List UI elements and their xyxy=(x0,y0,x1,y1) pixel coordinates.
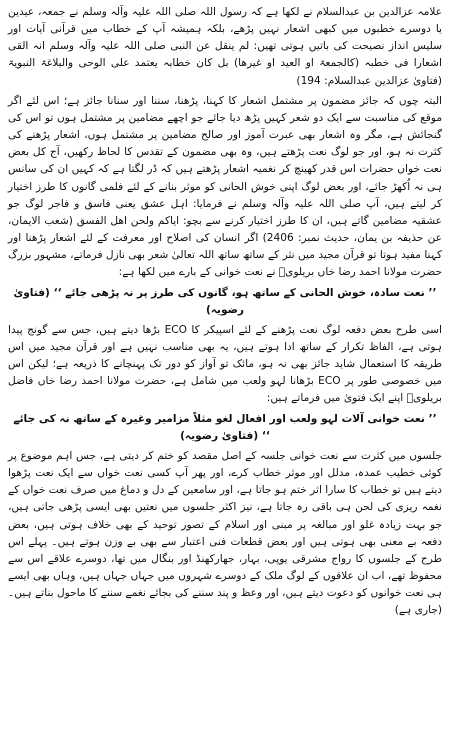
quote-fatawa-2: ’’ نعت خوانی آلات لہو ولعب اور افعال لغو مثلاً مزامیر وغیرہ کے ساتھ نہ کی جائے ‘‘ (فتاویٰ رضویہ) xyxy=(13,412,437,442)
quote-fatawa-1: ’’ نعت سادہ، خوش الحانی کے ساتھ ہو، گانوں کی طرز پر نہ پڑھی جائے ‘‘ (فتاویٰ رضویہ) xyxy=(13,286,437,316)
article-paragraph: جلسوں میں کثرت سے نعت خوانی جلسہ کے اصل مقصد کو ختم کر دیتی ہے، جس اہم موضوع پر کوئی خطیب عمدہ، مدلل اور موثر خطاب کرے، اور پھر آپ کسی نعت خواں سے ایک نعت پڑھوا دیتے ہیں تو خطاب کا سارا اثر ختم ہو جاتا ہے، اور سامعین کے دل و دماغ میں صرف نعت خواں کے نغمہ ریزی کی لحن ہی باقی رہ جاتا ہے، نیز اکثر جلسوں میں نعتیں بھی ایسی پڑھی جاتی ہیں، جو بہت زیادہ غلو اور مبالغہ پر مبنی اور اسلام کے تصور توحید کے بھی خلاف ہوتی ہیں، بعض دفعہ بے معنی بھی ہوتی ہیں اور بعض قطعات فنی اعتبار سے بھی بے وزن ہوتے ہیں۔ پہلے اس طرح کے جلسوں کا رواج مشرقی یوپی، بہار، جھارکھنڈ اور بنگال میں تھا، دوسرے علاقے اس سے محفوظ تھے، اب ان علاقوں کے لوگ ملک کے دوسرے شہروں میں جہاں جہاں ہیں، وہاں بھی ایسے ہی نعت خوانوں کو دعوت دیتے ہیں، اور وعظ و پند سننے کی بجائے نغمے سننے کا ماحول بناتے ہیں۔ (جاری ہے) xyxy=(8,449,442,617)
article-paragraph: اسی طرح بعض دفعہ لوگ نعت پڑھنے کے لئے اسپیکر کا ECO بڑھا دیتے ہیں، جس سے گونج پیدا ہوتی ہے، الفاظ تکرار کے ساتھ ادا ہوتے ہیں، یہ بھی مناسب نہیں ہے اور قرآن مجید میں اس طریقہ کا استعمال شاید جائز بھی نہ ہو، مائک تو آواز کو دور تک پہنچانے کا ذریعہ ہے؛ لیکن اس میں خصوصی طور پر ECO بڑھانا لہو ولعب میں شامل ہے، حضرت مولانا احمد رضا خاں فاضل بریلویؒ اپنے ایک فتویٰ میں فرماتے ہیں: xyxy=(8,323,442,405)
article-paragraph: البتہ چوں کہ جائز مضمون پر مشتمل اشعار کا کہنا، پڑھنا، سننا اور سنانا جائز ہے؛ اس لئے اگر موقع کی مناسبت سے ایک دو شعر کہیں پڑھ دیا جائے جو اچھے مضامین پر مشتمل ہوں تو اس کی گنجائش ہے، مگر وہ اشعار بھی عبرت آموز اور صالح مضامین پر مشتمل ہوں، اشعار پڑھنے کی کثرت نہ ہو، اور جو لوگ نعت پڑھتے ہیں، وہ بھی مضمون کے تقدس کا لحاظ رکھیں، آج کل بعض نعت خواں حضرات اس قدر کھینچ کر نغمیہ اشعار پڑھتے ہیں کہ ڈر لگتا ہے کہ کہیں ان کی سانس ہی نہ اُکھڑ جائے، اور بعض لوگ اپنی خوش الحانی کو موثر بنانے کے لئے فلمی گانوں کا طرز اختیار کر لیتے ہیں، آپ صلی اللہ علیہ وآلہ وسلم نے فرمایا: اہل عشق یعنی فاسق و فاجر لوگ جو عشقیہ مضامین گاتے ہیں، ان کا طرز اختیار کرنے سے بچو: ایاکم ولحن اھل الفسق (شعب الایمان، عن حذیفہ بن یمان، حدیث نمبر: 2406) اگر انسان کی اصلاح اور معرفت کے لئے اشعار پڑھنا اور کہنا مفید ہوتا تو قرآن مجید میں نثر کے ساتھ ساتھ اللہ تعالیٰ شعر بھی نازل فرماتے، مشہور بزرگ حضرت مولانا احمد رضا خاں بریلویؒ نے نعت خوانی کے بارے میں لکھا ہے: xyxy=(8,94,442,279)
article-paragraph: علامہ عزالدین بن عبدالسلام نے لکھا ہے کہ رسول اللہ صلی اللہ علیہ وآلہ وسلم نے جمعہ، عیدین یا دوسرے خطبوں میں کبھی اشعار نہیں پڑھے، بلکہ ہمیشہ آپ کے خطاب میں قرآنی آیات اور سلیس انداز نصیحت کی باتیں ہوتی تھیں: لم ینقل عن النبی صلی اللہ علیہ وآلہ وسلم انہ القی اشعارا فی خطبہ (کالجمعۃ او العید او غیرھا) بل کان خطابہ یعتمد علی الوحی والبلاغۃ النبویۃ (فتاویٰ عزالدین عبدالسلام: 194) xyxy=(8,6,442,87)
